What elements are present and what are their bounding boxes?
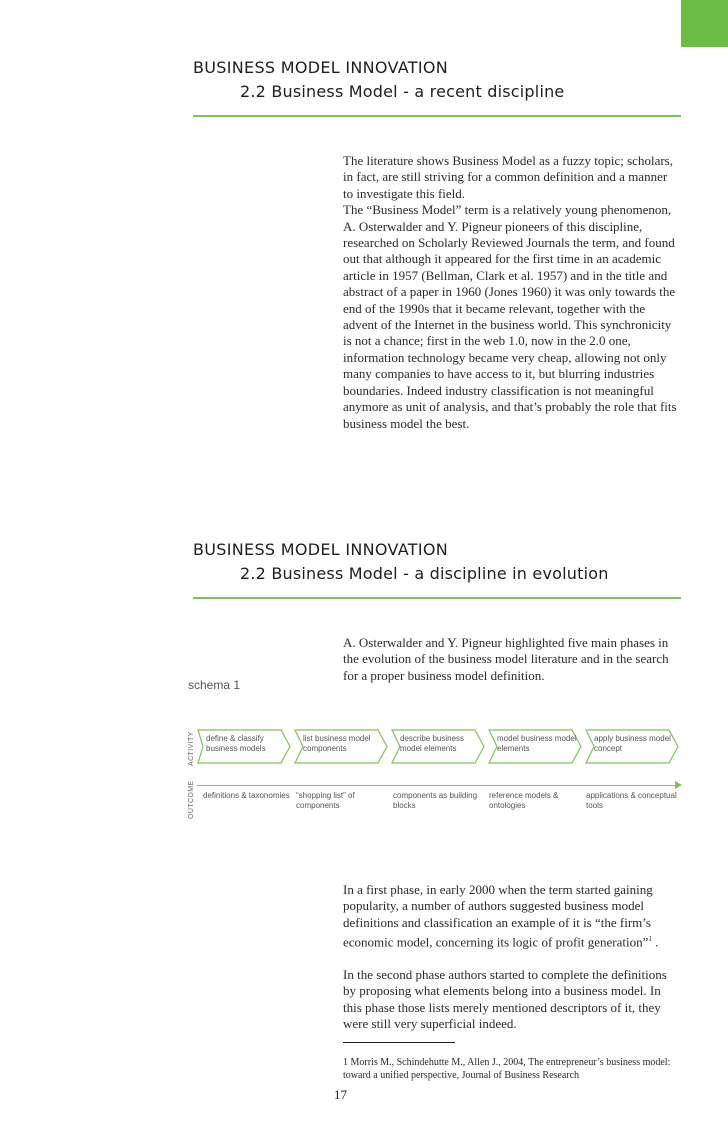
green-corner-tab <box>681 0 728 47</box>
footnote-divider <box>343 1042 455 1043</box>
activity-step <box>391 729 485 764</box>
outcome-label: “shopping list” of components <box>296 791 355 810</box>
activity-label: model business model elements <box>497 734 577 753</box>
timeline-axis <box>197 785 679 786</box>
paragraph <box>343 882 679 951</box>
activity-step <box>294 729 388 764</box>
divider-rule <box>193 115 681 117</box>
activity-label: list business model components <box>303 734 371 753</box>
page-number: 17 <box>334 1087 347 1102</box>
paragraph: The literature shows Business Model as a fuzzy topic; scholars, in fact, are still striving for a common definition and a manner to investigate this field. <box>343 153 673 201</box>
outcome-label: components as building blocks <box>393 791 478 810</box>
body-text-block <box>343 635 679 684</box>
outcome-axis-label: OUTCOME <box>188 780 195 819</box>
footnote-ref: 1 <box>648 935 652 944</box>
activity-step <box>585 729 679 764</box>
paragraph: The “Business Model” term is a relatively young phenomenon, A. Osterwalder and Y. Pigneur pioneers of this discipline, researched on Scholarly Reviewed Journals the term, and found out that although it appeared for the first time in an academic article in 1957 (Bellman, Clark et al. 1957) and in the title and abstract of a paper in 1960 (Jones 1960) it was only towards the end of the 1990s that it became relevant, together with the advent of the Internet in the business world. This synchronicity is not a chance; first in the web 1.0, now in the 2.0 one, information technology became very cheap, allowing not only many companies to have access to it, but blurring industries boundaries. Indeed industry classification is not meaningful anymore as unit of analysis, and that’s probably the role that fits business model the best. <box>343 202 677 431</box>
body-text-block <box>343 153 679 432</box>
footnote: 1 Morris M., Schindehutte M., Allen J., 2004, The entrepreneur’s business model: toward a unified perspective, Journal of Business Research <box>343 1057 671 1081</box>
activity-label: define & classify business models <box>206 734 266 753</box>
paragraph-end: . <box>651 934 659 950</box>
section-title: BUSINESS MODEL INNOVATION <box>193 58 449 77</box>
activity-label: describe business model elements <box>400 734 465 753</box>
section-title: BUSINESS MODEL INNOVATION <box>193 540 449 559</box>
section-subtitle: 2.2 Business Model - a discipline in evolution <box>240 564 609 583</box>
schema-label: schema 1 <box>188 678 241 692</box>
paragraph: A. Osterwalder and Y. Pigneur highlighted five main phases in the evolution of the business model literature and in the search for a proper business model definition. <box>343 635 669 683</box>
outcome-label: applications & conceptual tools <box>586 791 677 810</box>
activity-axis-label: ACTIVITY <box>188 731 195 766</box>
divider-rule <box>193 597 681 599</box>
outcome-label: reference models & ontologies <box>489 791 559 810</box>
outcome-label: definitions & taxonomies <box>203 791 290 800</box>
activity-label: apply business model concept <box>594 734 671 753</box>
section-subtitle: 2.2 Business Model - a recent discipline <box>240 82 565 101</box>
activity-step <box>488 729 582 764</box>
body-text-block <box>343 882 679 1033</box>
activity-step <box>197 729 291 764</box>
paragraph: In the second phase authors started to complete the definitions by proposing what elements belong into a business model. In this phase those lists merely mentioned descriptors of it, they were still very superficial indeed. <box>343 966 667 1032</box>
arrow-right-icon <box>675 781 682 789</box>
paragraph-text: In a first phase, in early 2000 when the term started gaining popularity, a number of authors suggested business model definitions and classification an example of it is “the firm’s economic model, concerning its logic of profit generation” <box>343 882 653 950</box>
